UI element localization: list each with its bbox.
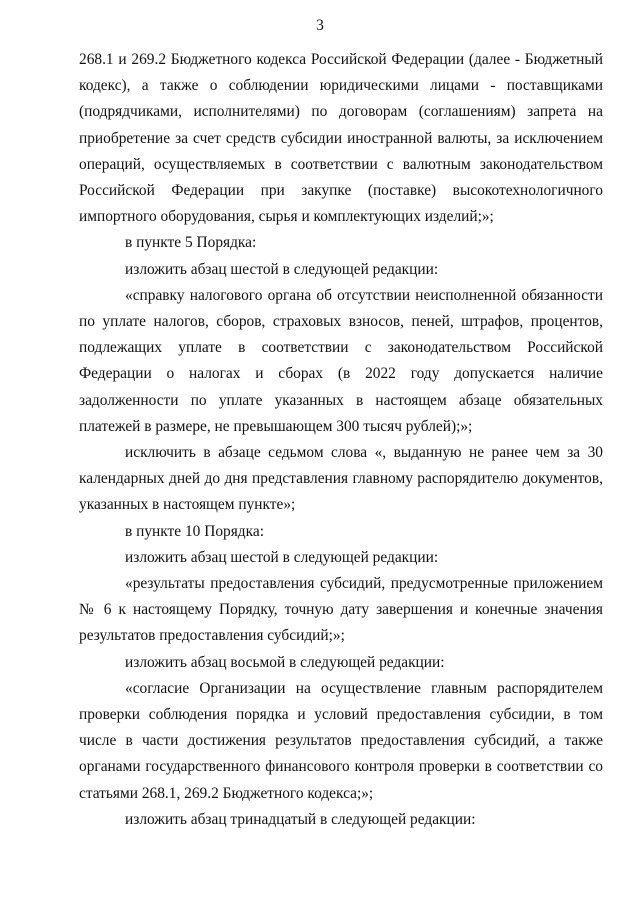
paragraph-continuation: 268.1 и 269.2 Бюджетного кодекса Российской Федерации (далее - Бюджетный кодекс), а также о соблюдении юридическими лицами - поставщиками (подрядчиками, исполнителями) по договорам (соглашениям) запрета на приобретение за счет средств субсидии иностранной валюты, за исключением операций, осуществляемых в соответствии с валютным законодательством Российской Федерации при закупке (поставке) высокотехнологичного импортного оборудования, сырья и комплектующих изделий;»; (79, 51, 603, 226)
paragraph-tax-certificate: «справку налогового органа об отсутствии неисполненной обязанности по уплате налогов, сборов, страховых взносов, пеней, штрафов, процентов, подлежащих уплате в соответствии с законодательством Российской Федерации о налогах и сборах (в 2022 году допускается наличие задолженности по уплате указанных в настоящем абзаце обязательных платежей в размере, не превышающем 300 тысяч рублей);»; (79, 286, 603, 435)
paragraph-organization-consent: «согласие Организации на осуществление главным распорядителем проверки соблюдения порядка и условий предоставления субсидии, в том числе в части достижения результатов предоставления субсидий, а также органами государственного финансового контроля проверки в соответствии со статьями 268.1, 269.2 Бюджетного кодекса;»; (79, 679, 603, 802)
paragraph-subsidy-results: «результаты предоставления субсидий, предусмотренные приложением № 6 к настоящему Порядку, точную дату завершения и конечные значения результатов предоставления субсидий;»; (79, 575, 603, 645)
paragraph-instruction-6th-item-10: изложить абзац шестой в следующей редакции: (125, 548, 439, 566)
paragraph-instruction-8th: изложить абзац восьмой в следующей редакции: (125, 653, 445, 671)
document-body (79, 47, 603, 833)
paragraph-instruction-6th: изложить абзац шестой в следующей редакции: (125, 260, 439, 278)
page-number: 3 (316, 17, 324, 34)
paragraph-item-5: в пункте 5 Порядка: (125, 234, 257, 252)
paragraph-exclude-7th: исключить в абзаце седьмом слова «, выданную не ранее чем за 30 календарных дней до дня представления главному распорядителю документов, указанных в настоящем пункте»; (79, 444, 603, 514)
paragraph-instruction-13th: изложить абзац тринадцатый в следующей редакции: (125, 810, 476, 828)
paragraph-item-10: в пункте 10 Порядка: (125, 522, 264, 540)
